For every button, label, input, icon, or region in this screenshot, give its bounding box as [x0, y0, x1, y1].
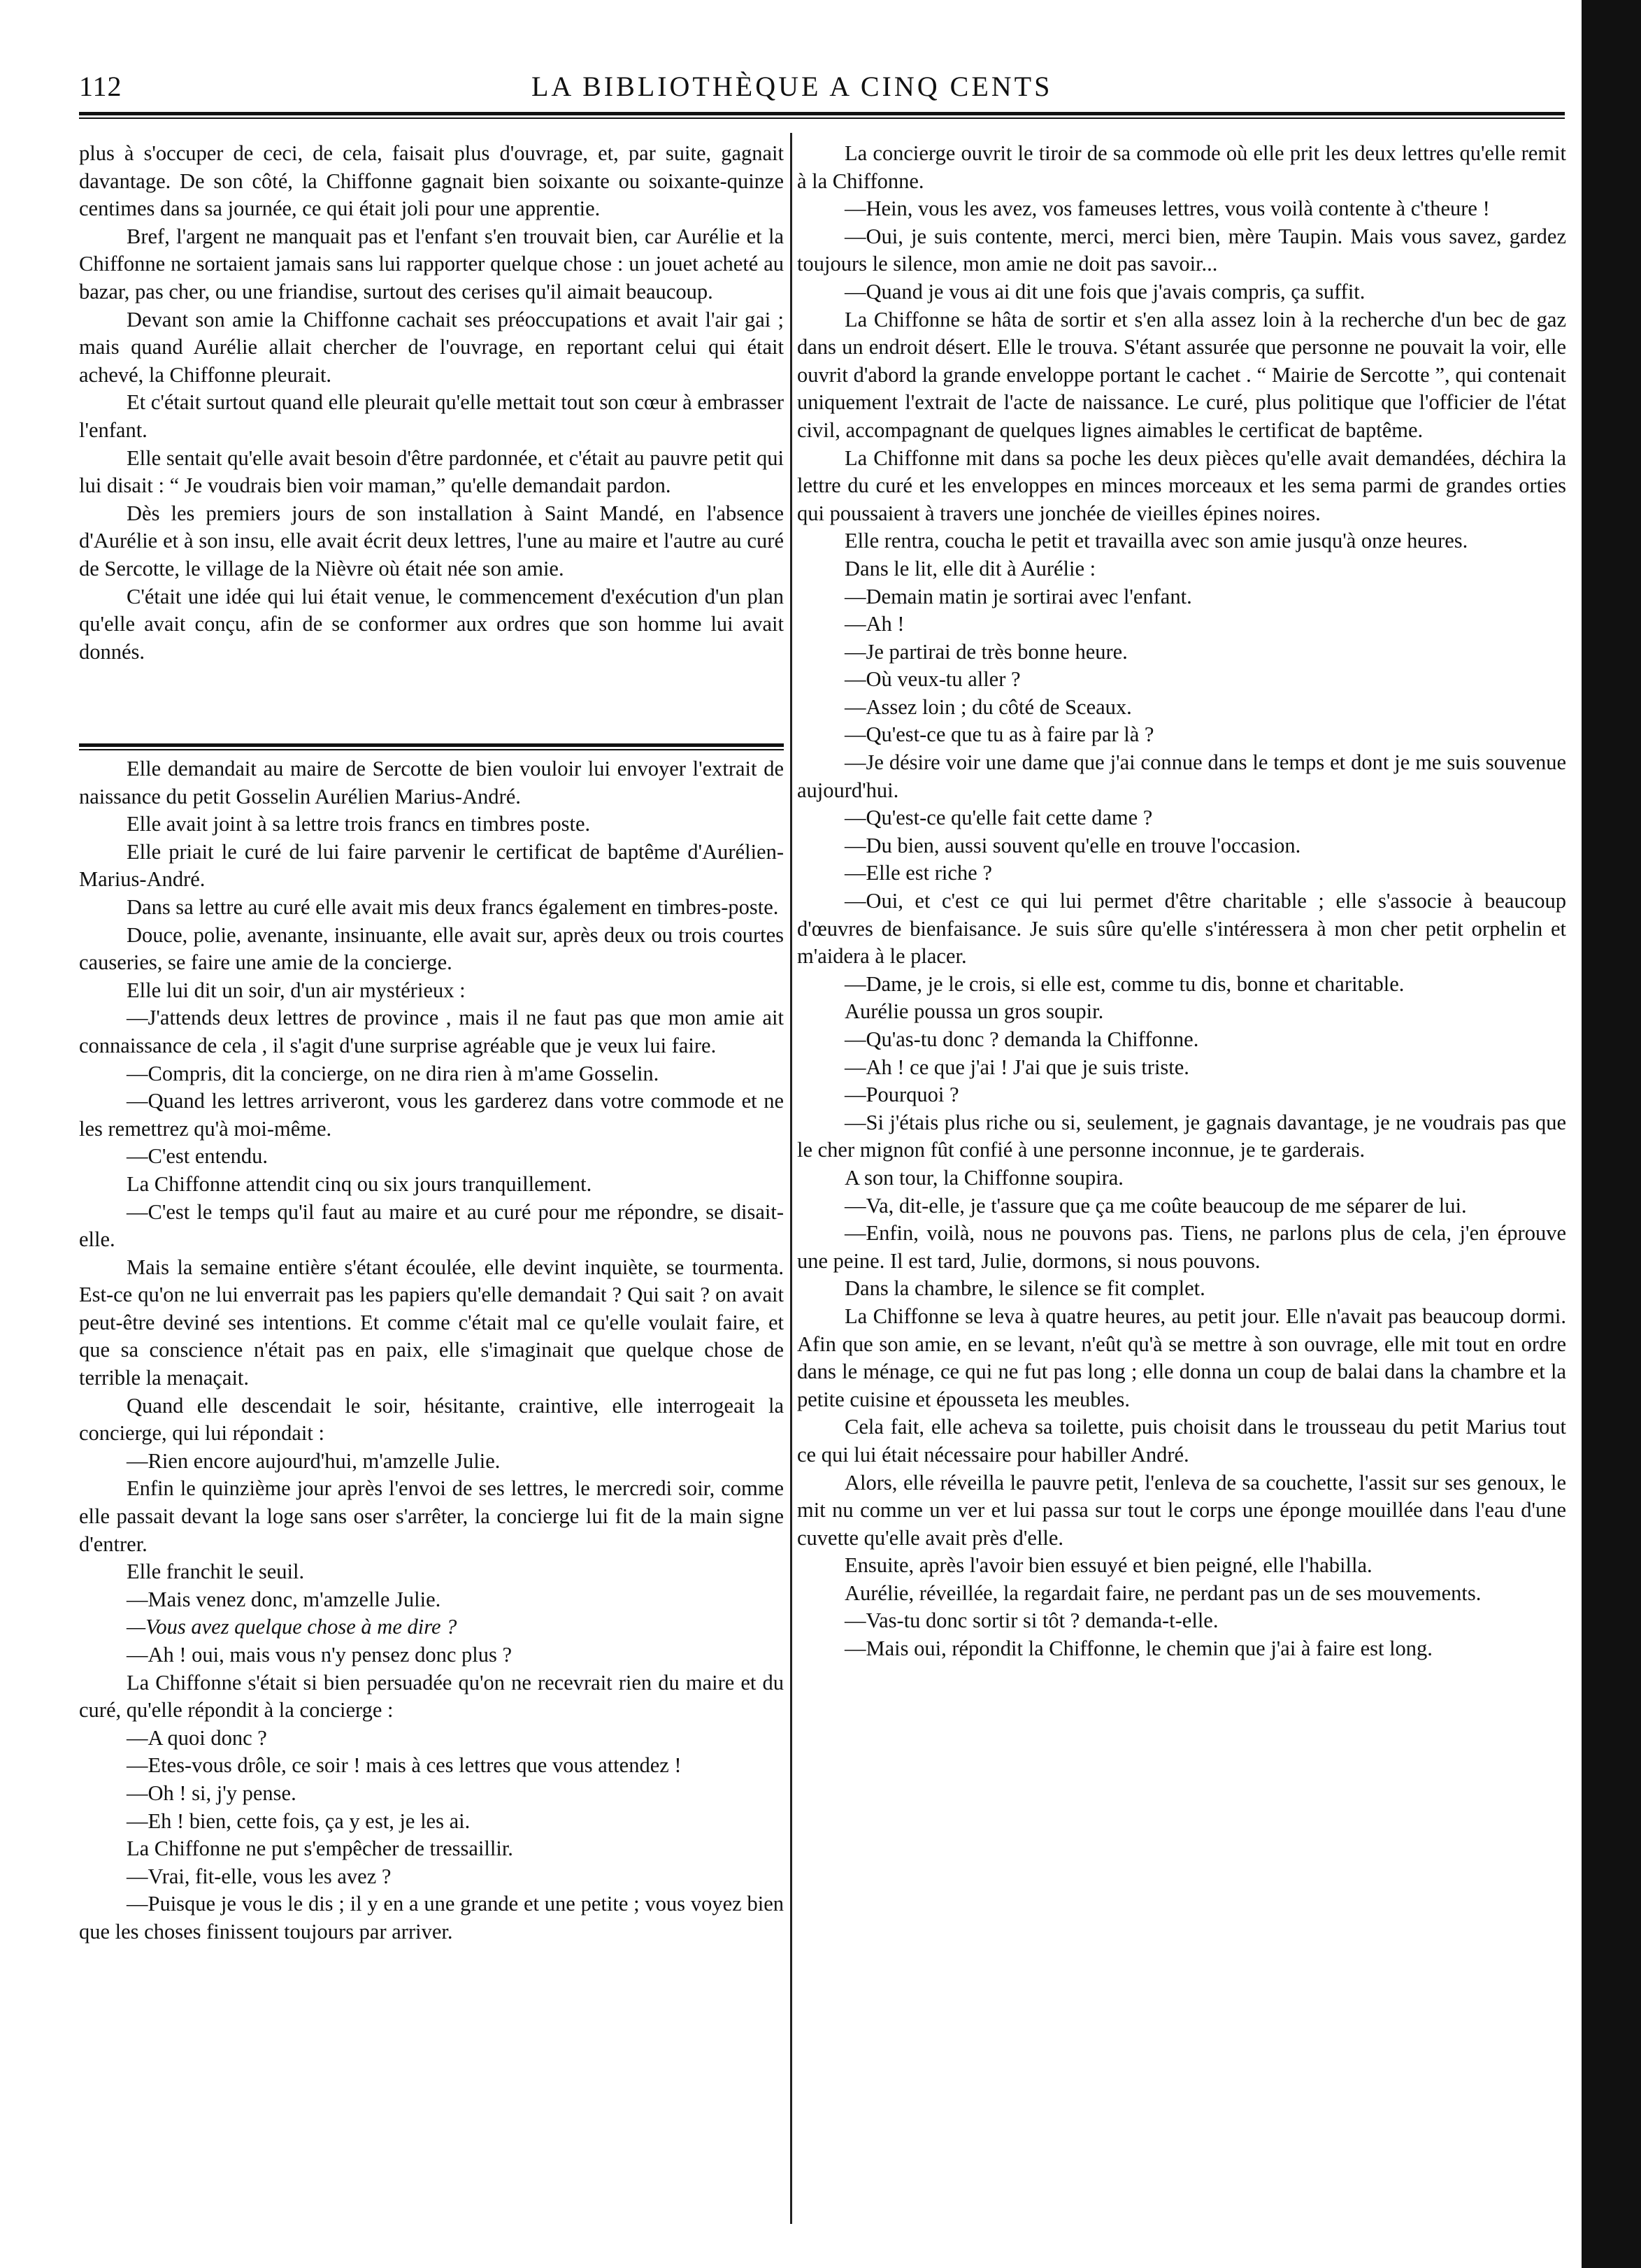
paragraph: Alors, elle réveilla le pauvre petit, l'enleva de sa couchette, l'assit sur ses genoux, le mit nu comme un ver et lui passa sur tout le corps une éponge mouillée dans l'eau d'une cuvette qu'elle avait près d'elle.: [797, 1470, 1566, 1550]
section-rule: [79, 743, 784, 747]
paragraph: Mais la semaine entière s'étant écoulée, elle devint inquiète, se tourmenta. Est-ce qu'on ne lui enverrait pas les papiers qu'elle demandait ? Qui sait ? on avait peut-être deviné ses intentions. Et comme c'était mal ce qu'elle voulait faire, et que sa conscience n'était pas en paix, elle s'imaginait que quelque chose de terrible la menaçait.: [79, 1255, 784, 1390]
paragraph: Elle rentra, coucha le petit et travailla avec son amie jusqu'à onze heures.: [845, 529, 1468, 553]
paragraph: La Chiffonne mit dans sa poche les deux pièces qu'elle avait demandées, déchira la lettre du curé et les enveloppes en minces morceaux et les sema parmi de grandes orties qui poussaient à travers une jonchée de vieilles épines noires.: [797, 445, 1566, 525]
paragraph: —Compris, dit la concierge, on ne dira rien à m'ame Gosselin.: [127, 1061, 659, 1085]
left-column-top: [79, 140, 784, 666]
paragraph: Aurélie, réveillée, la regardait faire, ne perdant pas un de ses mouvements.: [845, 1581, 1482, 1605]
paragraph: —Eh ! bien, cette fois, ça y est, je les ai.: [127, 1809, 471, 1833]
paragraph: —Quand je vous ai dit une fois que j'avais compris, ça suffit.: [845, 279, 1366, 304]
paragraph: —Dame, je le crois, si elle est, comme tu dis, bonne et charitable.: [845, 971, 1405, 996]
page-edge-shadow: [1582, 0, 1641, 2268]
paragraph: A son tour, la Chiffonne soupira.: [845, 1165, 1124, 1190]
paragraph: —Qu'est-ce qu'elle fait cette dame ?: [845, 806, 1153, 830]
paragraph: —Oh ! si, j'y pense.: [127, 1781, 296, 1805]
paragraph: plus à s'occuper de ceci, de cela, faisait plus d'ouvrage, et, par suite, gagnait davantage. De son côté, la Chiffonne gagnait bien soixante ou soixante-quinze centimes dans sa journée, ce qui était joli pour une apprentie.: [79, 141, 784, 221]
paragraph: —Je désire voir une dame que j'ai connue dans le temps et dont je me suis souvenue aujourd'hui.: [797, 750, 1566, 802]
paragraph: —Assez loin ; du côté de Sceaux.: [845, 694, 1132, 719]
paragraph-italic: [79, 1613, 784, 1641]
paragraph: Cela fait, elle acheva sa toilette, puis choisit dans le trousseau du petit Marius tout ce qui lui était nécessaire pour habiller André.: [797, 1415, 1566, 1467]
paragraph: La Chiffonne se leva à quatre heures, au petit jour. Elle n'avait pas beaucoup dormi. Afin que son amie, en se levant, n'eût qu'à se mettre à son ouvrage, elle mit tout en ordre dans le ménage, ce qui ne fut pas long ; elle donna un coup de balai dans la chambre et la petite cuisine et épousseta les meubles.: [797, 1304, 1566, 1411]
paragraph: Elle avait joint à sa lettre trois francs en timbres poste.: [127, 812, 591, 836]
paragraph: —Qu'as-tu donc ? demanda la Chiffonne.: [845, 1027, 1199, 1051]
paragraph: —Vas-tu donc sortir si tôt ? demanda-t-elle.: [845, 1609, 1219, 1633]
paragraph: C'était une idée qui lui était venue, le commencement d'exécution d'un plan qu'elle avait conçu, afin de se conformer aux ordres que son homme lui avait donnés.: [79, 584, 784, 664]
paragraph: La concierge ouvrit le tiroir de sa commode où elle prit les deux lettres qu'elle remit à la Chiffonne.: [797, 141, 1566, 193]
paragraph: —Elle est riche ?: [845, 861, 992, 885]
italic-line: —Vous avez quelque chose à me dire ?: [127, 1615, 457, 1639]
paragraph: Aurélie poussa un gros soupir.: [845, 999, 1104, 1024]
paragraph: —Ah ! oui, mais vous n'y pensez donc plus ?: [127, 1643, 513, 1667]
header-rule: [79, 112, 1565, 115]
paragraph: Enfin le quinzième jour après l'envoi de ses lettres, le mercredi soir, comme elle passait devant la loge sans oser s'arrêter, la concierge lui fit de la main signe d'entrer.: [79, 1476, 784, 1556]
right-column: [797, 140, 1566, 1663]
running-title: LA BIBLIOTHÈQUE A CINQ CENTS: [531, 71, 1053, 102]
paragraph: Elle priait le curé de lui faire parvenir le certificat de baptême d'Aurélien-Marius-André.: [79, 839, 784, 892]
paragraph: —J'attends deux lettres de province , mais il ne faut pas que mon amie ait connaissance de cela , il s'agit d'une surprise agréable que je veux lui faire.: [79, 1006, 784, 1057]
paragraph: —Enfin, voilà, nous ne pouvons pas. Tiens, ne parlons plus de cela, j'en éprouve une peine. Il est tard, Julie, dormons, si nous pouvons.: [797, 1221, 1566, 1273]
paragraph: Ensuite, après l'avoir bien essuyé et bien peigné, elle l'habilla.: [845, 1553, 1373, 1578]
paragraph: Elle demandait au maire de Sercotte de bien vouloir lui envoyer l'extrait de naissance du petit Gosselin Aurélien Marius-André.: [79, 757, 784, 808]
paragraph: —Etes-vous drôle, ce soir ! mais à ces lettres que vous attendez !: [127, 1753, 682, 1778]
paragraph: —Mais venez donc, m'amzelle Julie.: [127, 1587, 441, 1611]
header-rule-thin: [79, 117, 1565, 119]
paragraph: La Chiffonne ne put s'empêcher de tressaillir.: [127, 1836, 513, 1861]
paragraph: —Oui, et c'est ce qui lui permet d'être charitable ; elle s'associe à beaucoup d'œuvres de bienfaisance. Je suis sûre qu'elle s'intéressera à mon cher petit orphelin et m'aidera à le placer.: [797, 889, 1566, 969]
section-rule-thin: [79, 749, 784, 750]
paragraph: La Chiffonne attendit cinq ou six jours tranquillement.: [127, 1171, 592, 1196]
paragraph: —Rien encore aujourd'hui, m'amzelle Julie.: [127, 1448, 501, 1473]
paragraph: Quand elle descendait le soir, hésitante, craintive, elle interrogeait la concierge, qui lui répondait :: [79, 1393, 784, 1446]
paragraph: —Oui, je suis contente, merci, merci bien, mère Taupin. Mais vous savez, gardez toujours le silence, mon amie ne doit pas savoir...: [797, 224, 1566, 276]
paragraph: —Hein, vous les avez, vos fameuses lettres, vous voilà contente à c'theure !: [845, 197, 1490, 221]
paragraph: —Où veux-tu aller ?: [845, 667, 1021, 692]
paragraph: Et c'était surtout quand elle pleurait qu'elle mettait tout son cœur à embrasser l'enfant.: [79, 390, 784, 442]
paragraph: —Mais oui, répondit la Chiffonne, le chemin que j'ai à faire est long.: [845, 1636, 1433, 1661]
paragraph: —Du bien, aussi souvent qu'elle en trouve l'occasion.: [845, 833, 1301, 857]
paragraph: Elle sentait qu'elle avait besoin d'être pardonnée, et c'était au pauvre petit qui lui disait : “ Je voudrais bien voir maman,” qu'elle demandait pardon.: [79, 445, 784, 498]
paragraph: Devant son amie la Chiffonne cachait ses préoccupations et avait l'air gai ; mais quand Aurélie allait chercher de l'ouvrage, en reportant celui qui était achevé, la Chiffonne pleurait.: [79, 307, 784, 387]
paragraph: —Ah !: [845, 612, 905, 636]
paragraph: Elle lui dit un soir, d'un air mystérieux :: [127, 978, 466, 1002]
paragraph: —A quoi donc ?: [127, 1725, 267, 1750]
paragraph: —Quand les lettres arriveront, vous les garderez dans votre commode et ne les remettrez qu'à moi-même.: [79, 1089, 784, 1141]
paragraph: Douce, polie, avenante, insinuante, elle avait sur, après deux ou trois courtes causeries, se faire une amie de la concierge.: [79, 922, 784, 975]
paragraph: —C'est le temps qu'il faut au maire et au curé pour me répondre, se disait-elle.: [79, 1199, 784, 1252]
paragraph: Dans sa lettre au curé elle avait mis deux francs également en timbres-poste.: [127, 894, 779, 919]
paragraph: —Puisque je vous le dis ; il y en a une grande et une petite ; vous voyez bien que les choses finissent toujours par arriver.: [79, 1892, 784, 1944]
paragraph: Bref, l'argent ne manquait pas et l'enfant s'en trouvait bien, car Aurélie et la Chiffonne ne sortaient jamais sans lui rapporter quelque chose : un jouet acheté au bazar, pas cher, ou une friandise, surtout des cerises qu'il aimait beaucoup.: [79, 224, 784, 304]
paragraph: —Va, dit-elle, je t'assure que ça me coûte beaucoup de me séparer de lui.: [845, 1193, 1467, 1218]
paragraph: —Pourquoi ?: [845, 1083, 959, 1107]
paragraph: —Demain matin je sortirai avec l'enfant.: [845, 584, 1192, 608]
paragraph: —Si j'étais plus riche ou si, seulement, je gagnais davantage, je ne voudrais pas que le cher mignon fût confié à une personne inconnue, je te garderais.: [797, 1110, 1566, 1162]
paragraph: —C'est entendu.: [127, 1144, 268, 1169]
paragraph: La Chiffonne se hâta de sortir et s'en alla assez loin à la recherche d'un bec de gaz dans un endroit désert. Elle le trouva. S'étant assurée que personne ne pouvait la voir, elle ouvrit d'abord la grande enveloppe portant le cachet . “ Mairie de Sercotte ”, qui contenait uniquement l'extrait de l'acte de naissance. Le curé, plus politique que l'officier de l'état civil, accompagnant de quelques lignes aimables le certificat de baptême.: [797, 307, 1566, 442]
left-column-bottom: [79, 755, 784, 1946]
paragraph: —Qu'est-ce que tu as à faire par là ?: [845, 722, 1154, 747]
page-number: 112: [79, 71, 122, 102]
paragraph: Dans la chambre, le silence se fit complet.: [845, 1276, 1205, 1301]
paragraph: La Chiffonne s'était si bien persuadée qu'on ne recevrait rien du maire et du curé, qu'elle répondit à la concierge :: [79, 1670, 784, 1723]
paragraph: —Je partirai de très bonne heure.: [845, 639, 1128, 664]
paragraph: Elle franchit le seuil.: [127, 1560, 305, 1584]
paragraph: Dès les premiers jours de son installation à Saint Mandé, en l'absence d'Aurélie et à son insu, elle avait écrit deux lettres, l'une au maire et l'autre au curé de Sercotte, le village de la Nièvre où était née son amie.: [79, 501, 784, 580]
paragraph: Dans le lit, elle dit à Aurélie :: [845, 556, 1096, 580]
column-divider: [790, 133, 792, 2224]
paragraph: —Vrai, fit-elle, vous les avez ?: [127, 1864, 392, 1888]
paragraph: —Ah ! ce que j'ai ! J'ai que je suis triste.: [845, 1055, 1189, 1079]
